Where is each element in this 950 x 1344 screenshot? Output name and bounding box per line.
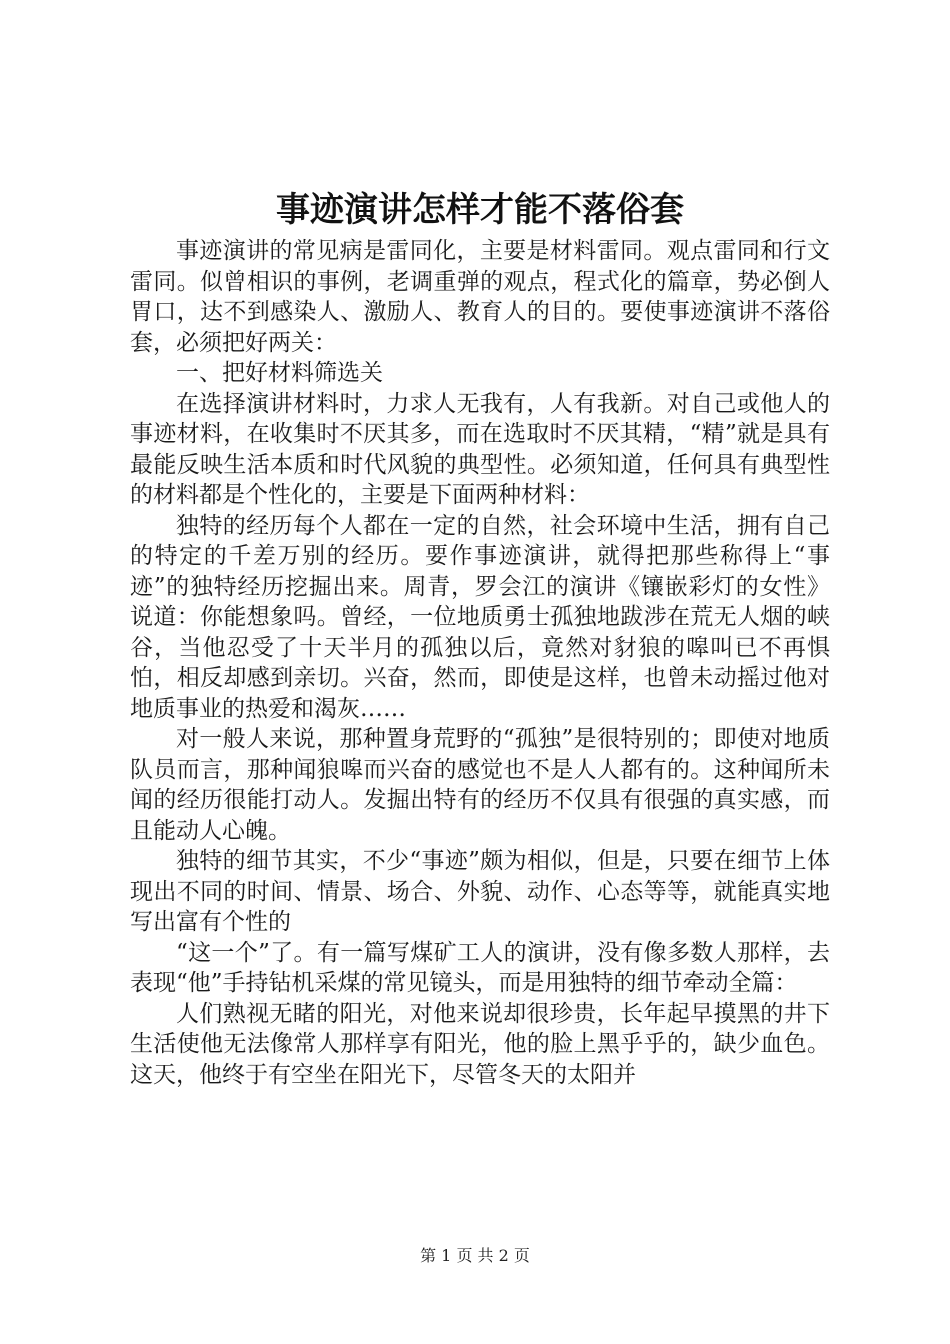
document-title: 事迹演讲怎样才能不落俗套: [276, 190, 684, 230]
paragraph: 事迹演讲的常见病是雷同化，主要是材料雷同。观点雷同和行文雷同。似曾相识的事例，老调重弹的观点，程式化的篇章，势必倒人胃口，达不到感染人、激励人、教育人的目的。要使事迹演讲不落俗套，必须把好两关：: [130, 238, 830, 356]
paragraph: 独特的经历每个人都在一定的自然，社会环境中生活，拥有自己的特定的千差万别的经历。要作事迹演讲，就得把那些称得上“事迹”的独特经历挖掘出来。周青，罗会江的演讲《镶嵌彩灯的女性》说道：你能想象吗。曾经，一位地质勇士孤独地跋涉在荒无人烟的峡谷，当他忍受了十天半月的孤独以后，竟然对豺狼的嗥叫已不再惧怕，相反却感到亲切。兴奋，然而，即使是这样，也曾未动摇过他对地质事业的热爱和渴灰……: [130, 512, 830, 722]
paragraph: 独特的细节其实，不少“事迹”颇为相似，但是，只要在细节上体现出不同的时间、情景、场合、外貌、动作、心态等等，就能真实地写出富有个性的: [130, 848, 830, 935]
paragraph: 对一般人来说，那种置身荒野的“孤独”是很特别的；即使对地质队员而言，那种闻狼嗥而兴奋的感觉也不是人人都有的。这种闻所未闻的经历很能打动人。发掘出特有的经历不仅具有很强的真实感，而且能动人心魄。: [130, 726, 830, 844]
paragraph: 人们熟视无睹的阳光，对他来说却很珍贵，长年起早摸黑的井下生活使他无法像常人那样享有阳光，他的脸上黑乎乎的，缺少血色。这天，他终于有空坐在阳光下，尽管冬天的太阳并: [130, 1000, 830, 1088]
page-footer: 第 1 页 共 2 页: [420, 1246, 530, 1265]
document-body: [130, 236, 830, 1090]
paragraph: “这一个”了。有一篇写煤矿工人的演讲，没有像多数人那样，去表现“他”手持钻机采煤的常见镜头，而是用独特的细节牵动全篇：: [130, 939, 830, 996]
paragraph: 在选择演讲材料时，力求人无我有，人有我新。对自己或他人的事迹材料，在收集时不厌其多，而在选取时不厌其精，“精”就是具有最能反映生活本质和时代风貌的典型性。必须知道，任何具有典型性的材料都是个性化的，主要是下面两种材料：: [130, 390, 830, 508]
section-heading: 一、把好材料筛选关: [176, 360, 383, 386]
